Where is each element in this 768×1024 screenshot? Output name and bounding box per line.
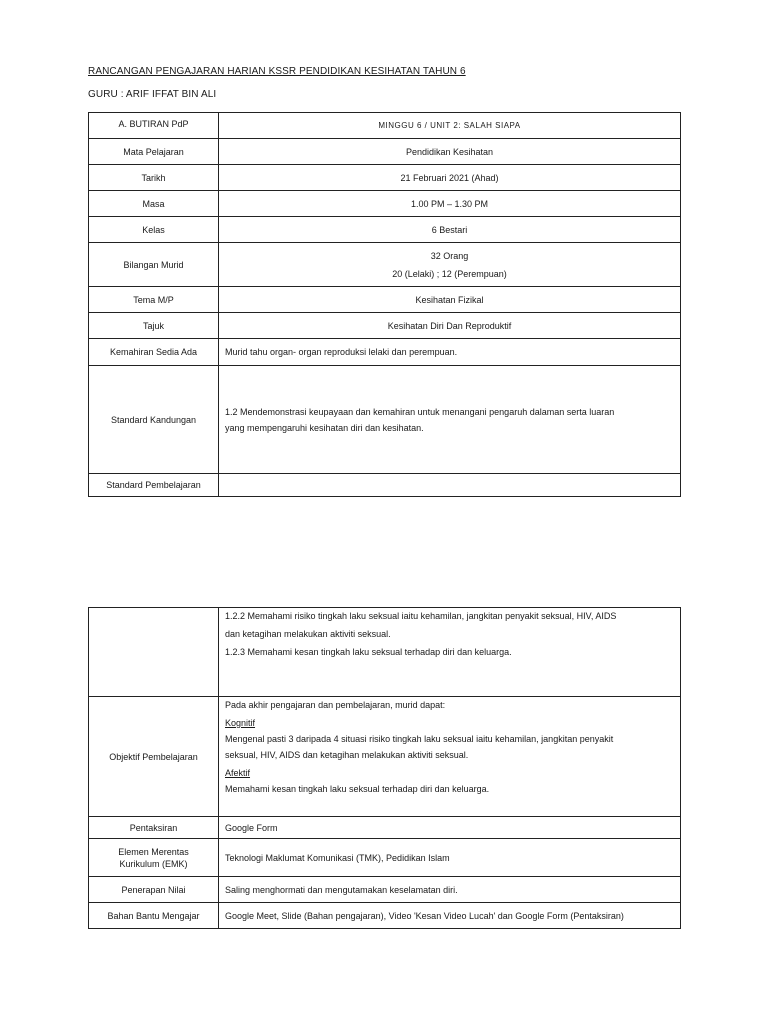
table-row [89,697,681,817]
teacher-name: GURU : ARIF IFFAT BIN ALI [88,89,217,100]
row-value: Google Meet, Slide (Bahan pengajaran), Video 'Kesan Video Lucah' dan Google Form (Pentaksiran) [219,903,681,929]
sp-item: dan ketagihan melakukan aktiviti seksual. [225,629,391,639]
row-value: 1.00 PM – 1.30 PM [219,191,681,217]
row-label: Standard Pembelajaran [89,474,219,497]
row-label: Penerapan Nilai [89,877,219,903]
row-value: Murid tahu organ- organ reproduksi lelaki dan perempuan. [219,339,681,366]
row-value [219,243,681,287]
row-value: 21 Februari 2021 (Ahad) [219,165,681,191]
row-value: Google Form [219,817,681,839]
row-value: 6 Bestari [219,217,681,243]
emk-label: Elemen Merentas [118,846,189,857]
table-row [89,287,681,313]
row-label: Standard Kandungan [89,366,219,474]
standard-kandungan-line: yang mempengaruhi kesihatan diri dan kesihatan. [225,422,424,433]
emk-label: Kurikulum (EMK) [119,858,188,869]
table-row [89,339,681,366]
lesson-details-table [88,112,681,497]
table-row [89,313,681,339]
row-value: Kesihatan Fizikal [219,287,681,313]
table-row [89,139,681,165]
row-label: Mata Pelajaran [89,139,219,165]
kognitif-text: Mengenal pasti 3 daripada 4 situasi risiko tingkah laku seksual iaitu kehamilan, jangkitan penyakit [225,734,614,744]
sp-item: 1.2.3 Memahami kesan tingkah laku seksual terhadap diri dan keluarga. [225,647,512,657]
row-label: Masa [89,191,219,217]
objective-intro: Pada akhir pengajaran dan pembelajaran, murid dapat: [225,700,446,710]
table-row [89,366,681,474]
table-row [89,839,681,877]
student-count: 32 Orang [430,250,469,261]
table-row [89,165,681,191]
kognitif-heading: Kognitif [225,718,256,728]
header-label: A. BUTIRAN PdP [89,113,219,139]
table-row [89,877,681,903]
header-value: MINGGU 6 / UNIT 2: SALAH SIAPA [219,113,681,139]
document-title: RANCANGAN PENGAJARAN HARIAN KSSR PENDIDIKAN KESIHATAN TAHUN 6 [88,66,466,77]
table-row [89,191,681,217]
row-label: Bilangan Murid [89,243,219,287]
table-row [89,243,681,287]
row-label [89,608,219,697]
row-label: Tema M/P [89,287,219,313]
row-label: Kemahiran Sedia Ada [89,339,219,366]
row-value [219,366,681,474]
kognitif-text: seksual, HIV, AIDS dan ketagihan melakukan aktiviti seksual. [225,750,469,760]
row-value: Kesihatan Diri Dan Reproduktif [219,313,681,339]
row-label [89,839,219,877]
row-label: Objektif Pembelajaran [89,697,219,817]
afektif-text: Memahami kesan tingkah laku seksual terhadap diri dan keluarga. [225,784,490,794]
row-label: Kelas [89,217,219,243]
student-gender-breakdown: 20 (Lelaki) ; 12 (Perempuan) [392,268,507,279]
table-row [89,817,681,839]
table-row [89,903,681,929]
row-value [219,608,681,697]
row-label: Pentaksiran [89,817,219,839]
table-row [89,474,681,497]
row-label: Bahan Bantu Mengajar [89,903,219,929]
lesson-objectives-table [88,607,681,929]
row-value: Pendidikan Kesihatan [219,139,681,165]
sp-item: 1.2.2 Memahami risiko tingkah laku seksual iaitu kehamilan, jangkitan penyakit seksual, HIV, AIDS [225,611,617,621]
row-value [219,474,681,497]
row-value: Saling menghormati dan mengutamakan keselamatan diri. [219,877,681,903]
row-label: Tarikh [89,165,219,191]
table-row [89,217,681,243]
row-value [219,697,681,817]
table-row [89,113,681,139]
row-value: Teknologi Maklumat Komunikasi (TMK), Pedidikan Islam [219,839,681,877]
row-label: Tajuk [89,313,219,339]
afektif-heading: Afektif [225,768,251,778]
standard-kandungan-line: 1.2 Mendemonstrasi keupayaan dan kemahiran untuk menangani pengaruh dalaman serta luaran [225,406,615,417]
table-row [89,608,681,697]
